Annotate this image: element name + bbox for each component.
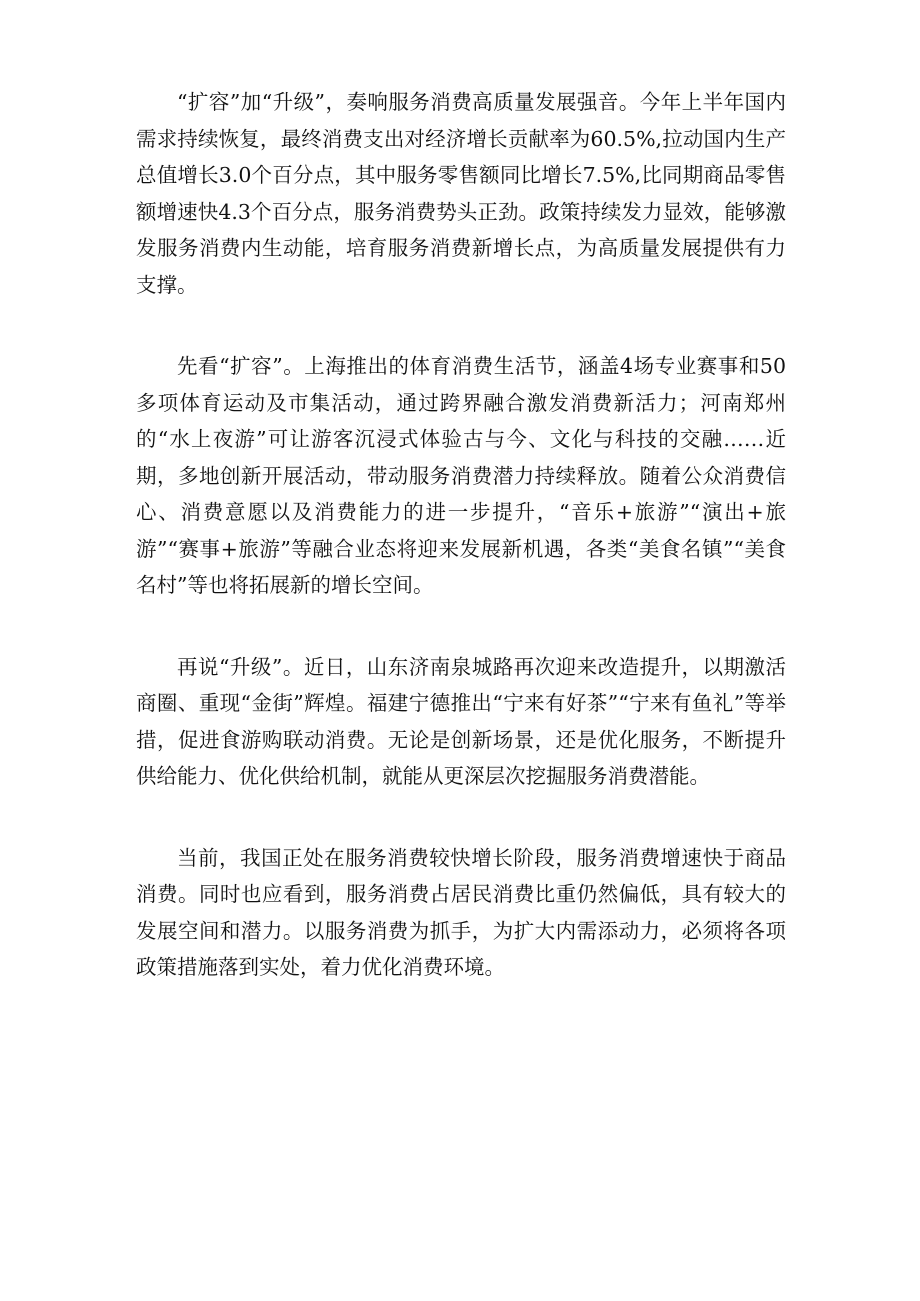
paragraph-intro: “扩容”加“升级”，奏响服务消费高质量发展强音。今年上半年国内需求持续恢复，最终消费支出对经济增长贡献率为60.5%,拉动国内生产总值增长3.0个百分点，其中服务零售额同比增长7.5%,比同期商品零售额增速快4.3个百分点，服务消费势头正劲。政策持续发力显效，能够激发服务消费内生动能，培育服务消费新增长点，为高质量发展提供有力支撑。 [136,90,786,297]
paragraph-conclusion: 当前，我国正处在服务消费较快增长阶段，服务消费增速快于商品消费。同时也应看到，服务消费占居民消费比重仍然偏低，具有较大的发展空间和潜力。以服务消费为抓手，为扩大内需添动力，必须将各项政策措施落到实处，着力优化消费环境。 [136,845,786,979]
paragraph-expansion: 先看“扩容”。上海推出的体育消费生活节，涵盖4场专业赛事和50多项体育运动及市集活动，通过跨界融合激发消费新活力；河南郑州的“水上夜游”可让游客沉浸式体验古与今、文化与科技的交融……近期，多地创新开展活动，带动服务消费潜力持续释放。随着公众消费信心、消费意愿以及消费能力的进一步提升，“音乐+旅游”“演出+旅游”“赛事+旅游”等融合业态将迎来发展新机遇，各类“美食名镇”“美食名村”等也将拓展新的增长空间。 [136,354,786,597]
document-body [136,84,786,1031]
paragraph-upgrade: 再说“升级”。近日，山东济南泉城路再次迎来改造提升，以期激活商圈、重现“金街”辉煌。福建宁德推出“宁来有好茶”“宁来有鱼礼”等举措，促进食游购联动消费。无论是创新场景，还是优化服务，不断提升供给能力、优化供给机制，就能从更深层次挖掘服务消费潜能。 [136,654,786,788]
